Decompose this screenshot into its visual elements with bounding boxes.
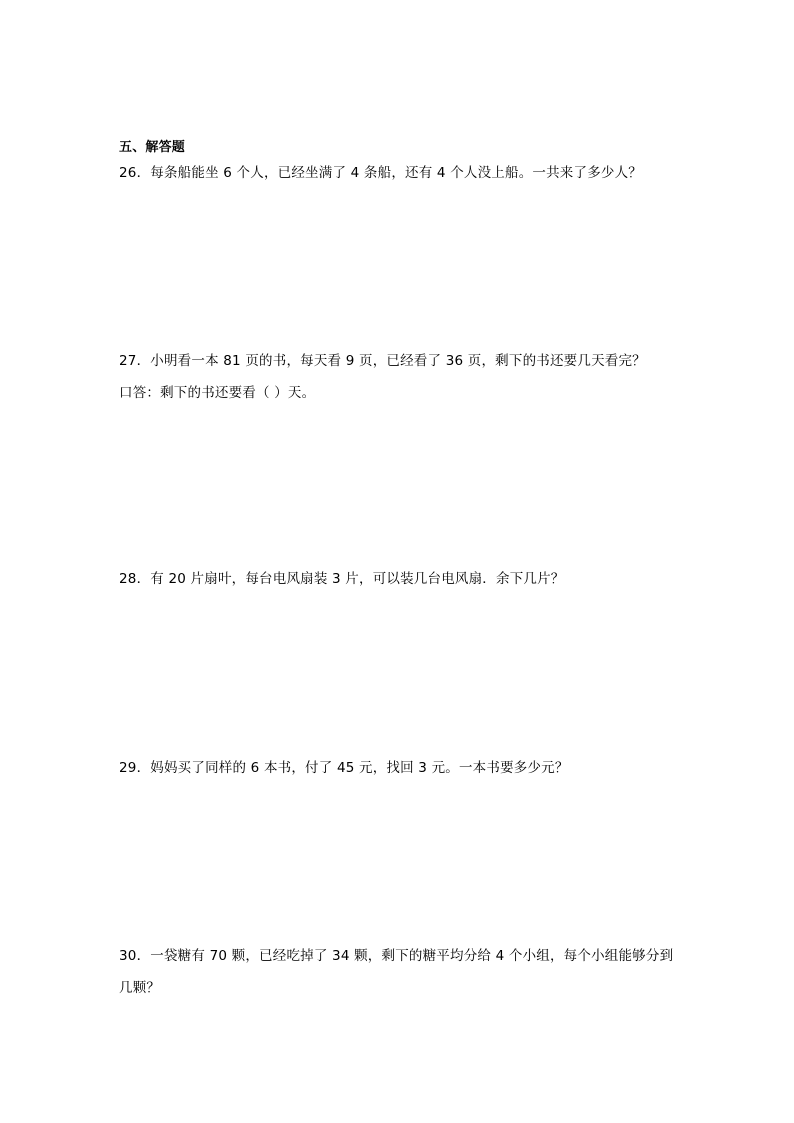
question-27-answer-line: 口答：剩下的书还要看（ ）天。	[119, 385, 316, 401]
question-26: 26．每条船能坐 6 个人，已经坐满了 4 条船，还有 4 个人没上船。一共来了多少人？	[119, 165, 642, 181]
question-30: 30．一袋糖有 70 颗，已经吃掉了 34 颗，剩下的糖平均分给 4 个小组，每个小组能够分到几颗？	[119, 948, 674, 996]
question-27: 27．小明看一本 81 页的书，每天看 9 页，已经看了 36 页，剩下的书还要几天看完？	[119, 353, 646, 369]
question-28: 28．有 20 片扇叶，每台电风扇装 3 片，可以装几台电风扇．余下几片？	[119, 571, 565, 587]
section-title: 五、解答题	[119, 140, 186, 155]
question-29: 29．妈妈买了同样的 6 本书，付了 45 元，找回 3 元。一本书要多少元？	[119, 760, 569, 776]
